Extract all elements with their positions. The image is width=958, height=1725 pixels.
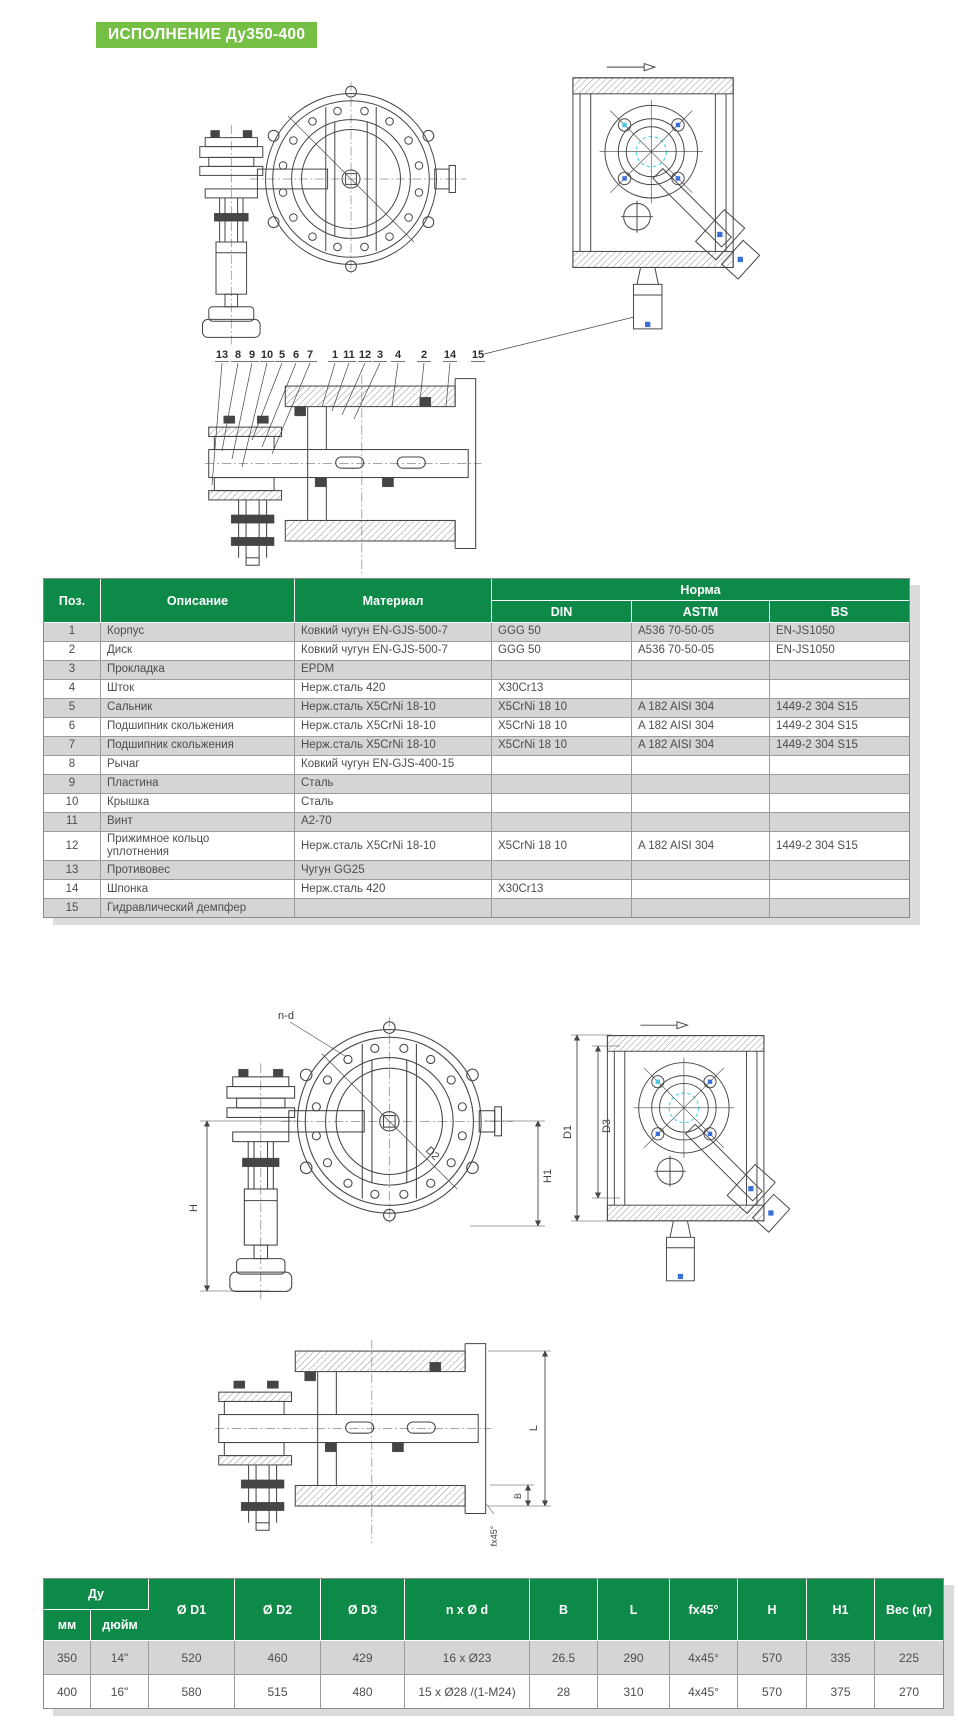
callout-number: 13 xyxy=(215,349,229,361)
dim-label-d1: D1 xyxy=(562,1124,574,1140)
front-view-drawing xyxy=(200,82,466,347)
section-view-drawing xyxy=(205,375,481,575)
cell: X30Cr13 xyxy=(492,680,632,699)
cell: Сталь xyxy=(295,794,492,813)
cell xyxy=(632,680,770,699)
cell: 225 xyxy=(875,1641,943,1675)
table-row xyxy=(44,680,909,699)
callout-number: 12 xyxy=(358,349,372,361)
callout-number: 2 xyxy=(420,349,428,361)
cell: 4x45° xyxy=(670,1641,738,1675)
callout-number: 15 xyxy=(471,349,485,361)
header-inch: дюйм xyxy=(91,1610,149,1641)
table-row xyxy=(44,756,909,775)
cell: Ковкий чугун EN-GJS-400-15 xyxy=(295,756,492,775)
cell: 26.5 xyxy=(530,1641,598,1675)
cell: X30Cr13 xyxy=(492,880,632,899)
header-d1: Ø D1 xyxy=(149,1579,235,1641)
dim-chamfer xyxy=(486,1504,499,1546)
parts-table-header xyxy=(44,579,909,623)
cell: A2-70 xyxy=(295,813,492,832)
dim-label-fx45: fx45° xyxy=(489,1525,499,1547)
cell: Нерж.сталь 420 xyxy=(295,880,492,899)
cell: X5CrNi 18 10 xyxy=(492,699,632,718)
cell: 28 xyxy=(530,1675,598,1708)
table-row xyxy=(44,1579,943,1610)
cell xyxy=(770,775,909,794)
cell xyxy=(492,813,632,832)
cell: 4x45° xyxy=(670,1675,738,1708)
cell xyxy=(632,899,770,917)
table-row xyxy=(44,813,909,832)
parts-table xyxy=(43,578,910,918)
callout-number: 11 xyxy=(343,349,355,361)
cell: A 182 AISI 304 xyxy=(632,737,770,756)
cell: Рычаг xyxy=(101,756,295,775)
cell xyxy=(770,880,909,899)
cell: 12 xyxy=(44,832,101,861)
n-d-leader-line xyxy=(290,1022,345,1056)
cell: 580 xyxy=(149,1675,235,1708)
callout-number: 10 xyxy=(260,349,274,361)
cell: 1449-2 304 S15 xyxy=(770,737,909,756)
cell: 375 xyxy=(807,1675,875,1708)
header-du: Ду xyxy=(44,1579,149,1610)
callout-number: 5 xyxy=(278,349,286,361)
technical-drawings-top xyxy=(0,55,958,575)
cell: Ковкий чугун EN-GJS-500-7 xyxy=(295,642,492,661)
dim-label-d2: D2 xyxy=(423,1144,442,1163)
cell: 270 xyxy=(875,1675,943,1708)
cell: 480 xyxy=(321,1675,405,1708)
dimensions-table-header xyxy=(44,1579,943,1641)
cell xyxy=(770,756,909,775)
cell xyxy=(770,680,909,699)
cell: A 182 AISI 304 xyxy=(632,832,770,861)
table-row xyxy=(44,699,909,718)
table-row xyxy=(44,899,909,917)
cell: 14 xyxy=(44,880,101,899)
cell: 7 xyxy=(44,737,101,756)
cell: A 182 AISI 304 xyxy=(632,718,770,737)
cell: 10 xyxy=(44,794,101,813)
cell: 310 xyxy=(598,1675,670,1708)
cell: Нерж.сталь 420 xyxy=(295,680,492,699)
section-view-drawing xyxy=(215,1340,491,1543)
cell xyxy=(632,661,770,680)
cell: Прокладка xyxy=(101,661,295,680)
cell: A536 70-50-05 xyxy=(632,623,770,642)
dim-b xyxy=(490,1485,534,1506)
cell: Сальник xyxy=(101,699,295,718)
cell: 2 xyxy=(44,642,101,661)
cell: Гидравлический демпфер xyxy=(101,899,295,917)
cell: GGG 50 xyxy=(492,623,632,642)
table-row xyxy=(44,794,909,813)
header-mm: мм xyxy=(44,1610,91,1641)
dim-label-h1: H1 xyxy=(542,1168,554,1184)
cell: Нерж.сталь X5CrNi 18-10 xyxy=(295,699,492,718)
cell: 520 xyxy=(149,1641,235,1675)
header-h1: H1 xyxy=(807,1579,875,1641)
table-row xyxy=(44,642,909,661)
dimensions-table xyxy=(43,1578,944,1709)
cell: EPDM xyxy=(295,661,492,680)
callout-number: 8 xyxy=(234,349,242,361)
cell: 15 xyxy=(44,899,101,917)
cell: 3 xyxy=(44,661,101,680)
cell: 6 xyxy=(44,718,101,737)
cell xyxy=(632,880,770,899)
cell: 1449-2 304 S15 xyxy=(770,718,909,737)
callout-number: 6 xyxy=(292,349,300,361)
cell: EN-JS1050 xyxy=(770,642,909,661)
table-row xyxy=(44,737,909,756)
cell: EN-JS1050 xyxy=(770,623,909,642)
cell: X5CrNi 18 10 xyxy=(492,718,632,737)
callout-number: 7 xyxy=(306,349,314,361)
table-row xyxy=(44,880,909,899)
cell xyxy=(492,775,632,794)
dim-h1 xyxy=(470,1121,554,1226)
cell: Чугун GG25 xyxy=(295,861,492,880)
header-norm: Норма xyxy=(492,579,909,601)
dim-label-d3: D3 xyxy=(601,1118,613,1134)
cell: 8 xyxy=(44,756,101,775)
table-row xyxy=(44,1641,943,1675)
cell xyxy=(492,899,632,917)
cell xyxy=(492,794,632,813)
cell: 16 x Ø23 xyxy=(405,1641,530,1675)
cell: 9 xyxy=(44,775,101,794)
cell: GGG 50 xyxy=(492,642,632,661)
cell: Нерж.сталь X5CrNi 18-10 xyxy=(295,832,492,861)
cell: X5CrNi 18 10 xyxy=(492,737,632,756)
cell xyxy=(295,899,492,917)
dim-label-b: B xyxy=(513,1492,523,1500)
cell xyxy=(632,861,770,880)
header-d3: Ø D3 xyxy=(321,1579,405,1641)
dim-label-l: L xyxy=(528,1424,540,1432)
cell: Крышка xyxy=(101,794,295,813)
cell: Диск xyxy=(101,642,295,661)
cell: 11 xyxy=(44,813,101,832)
header-b: B xyxy=(530,1579,598,1641)
cell: 400 xyxy=(44,1675,91,1708)
cell: Пластина xyxy=(101,775,295,794)
cell xyxy=(492,861,632,880)
cell xyxy=(632,756,770,775)
table-row xyxy=(44,579,909,601)
side-view-drawing xyxy=(607,1022,789,1281)
cell: 335 xyxy=(807,1641,875,1675)
cell: 14" xyxy=(91,1641,149,1675)
cell: A 182 AISI 304 xyxy=(632,699,770,718)
callout-number: 9 xyxy=(248,349,256,361)
header-d2: Ø D2 xyxy=(235,1579,321,1641)
cell xyxy=(632,813,770,832)
callout-number: 3 xyxy=(376,349,384,361)
table-row xyxy=(44,861,909,880)
cell: 16" xyxy=(91,1675,149,1708)
table-row xyxy=(44,1675,943,1708)
table-row xyxy=(44,718,909,737)
cell: A536 70-50-05 xyxy=(632,642,770,661)
cell: 350 xyxy=(44,1641,91,1675)
cell: Корпус xyxy=(101,623,295,642)
cell: Противовес xyxy=(101,861,295,880)
table-row xyxy=(44,775,909,794)
header-fx45: fx45° xyxy=(670,1579,738,1641)
cell xyxy=(632,794,770,813)
cell: Ковкий чугун EN-GJS-500-7 xyxy=(295,623,492,642)
cell: Подшипник скольжения xyxy=(101,737,295,756)
dim-l xyxy=(488,1351,551,1506)
cell: 5 xyxy=(44,699,101,718)
cell: Сталь xyxy=(295,775,492,794)
header-astm: ASTM xyxy=(632,601,770,623)
cell: 429 xyxy=(321,1641,405,1675)
header-din: DIN xyxy=(492,601,632,623)
header-nxd: n x Ø d xyxy=(405,1579,530,1641)
dim-d3 xyxy=(592,1046,620,1198)
cell: 570 xyxy=(738,1641,807,1675)
cell-text: Прижимное кольцо уплотнения xyxy=(107,833,210,859)
page-title: ИСПОЛНЕНИЕ Ду350-400 xyxy=(96,22,317,48)
cell xyxy=(770,794,909,813)
cell xyxy=(770,899,909,917)
table-row xyxy=(44,832,909,861)
cell: 4 xyxy=(44,680,101,699)
cell xyxy=(770,661,909,680)
cell: Шток xyxy=(101,680,295,699)
header-weight: Вес (кг) xyxy=(875,1579,943,1641)
callout-15-leader-line xyxy=(484,317,634,354)
cell: Подшипник скольжения xyxy=(101,718,295,737)
cell: 1449-2 304 S15 xyxy=(770,832,909,861)
dim-label-h: H xyxy=(188,1204,200,1212)
cell: Шпонка xyxy=(101,880,295,899)
technical-drawings-dimensioned xyxy=(0,1000,958,1560)
callout-number: 1 xyxy=(331,349,339,361)
header-description: Описание xyxy=(101,579,295,623)
cell: 570 xyxy=(738,1675,807,1708)
cell: Нерж.сталь X5CrNi 18-10 xyxy=(295,718,492,737)
cell: Нерж.сталь X5CrNi 18-10 xyxy=(295,737,492,756)
cell: 460 xyxy=(235,1641,321,1675)
cell xyxy=(101,832,295,861)
header-h: H xyxy=(738,1579,807,1641)
side-view-drawing xyxy=(573,64,760,329)
callout-leader-lines xyxy=(212,363,450,485)
cell: 515 xyxy=(235,1675,321,1708)
table-row xyxy=(44,661,909,680)
callout-number: 14 xyxy=(443,349,457,361)
cell xyxy=(770,861,909,880)
cell: 290 xyxy=(598,1641,670,1675)
cell: Винт xyxy=(101,813,295,832)
cell: 1449-2 304 S15 xyxy=(770,699,909,718)
cell xyxy=(770,813,909,832)
cell xyxy=(492,756,632,775)
cell xyxy=(492,661,632,680)
cell: X5CrNi 18 10 xyxy=(492,832,632,861)
cell xyxy=(632,775,770,794)
dim-label-n-d: n-d xyxy=(278,1010,294,1022)
header-bs: BS xyxy=(770,601,909,623)
header-pos: Поз. xyxy=(44,579,101,623)
callout-number: 4 xyxy=(394,349,402,361)
header-l: L xyxy=(598,1579,670,1641)
front-view-drawing xyxy=(227,1017,513,1301)
header-material: Материал xyxy=(295,579,492,623)
table-row xyxy=(44,623,909,642)
cell: 15 x Ø28 /(1-M24) xyxy=(405,1675,530,1708)
cell: 1 xyxy=(44,623,101,642)
cell: 13 xyxy=(44,861,101,880)
